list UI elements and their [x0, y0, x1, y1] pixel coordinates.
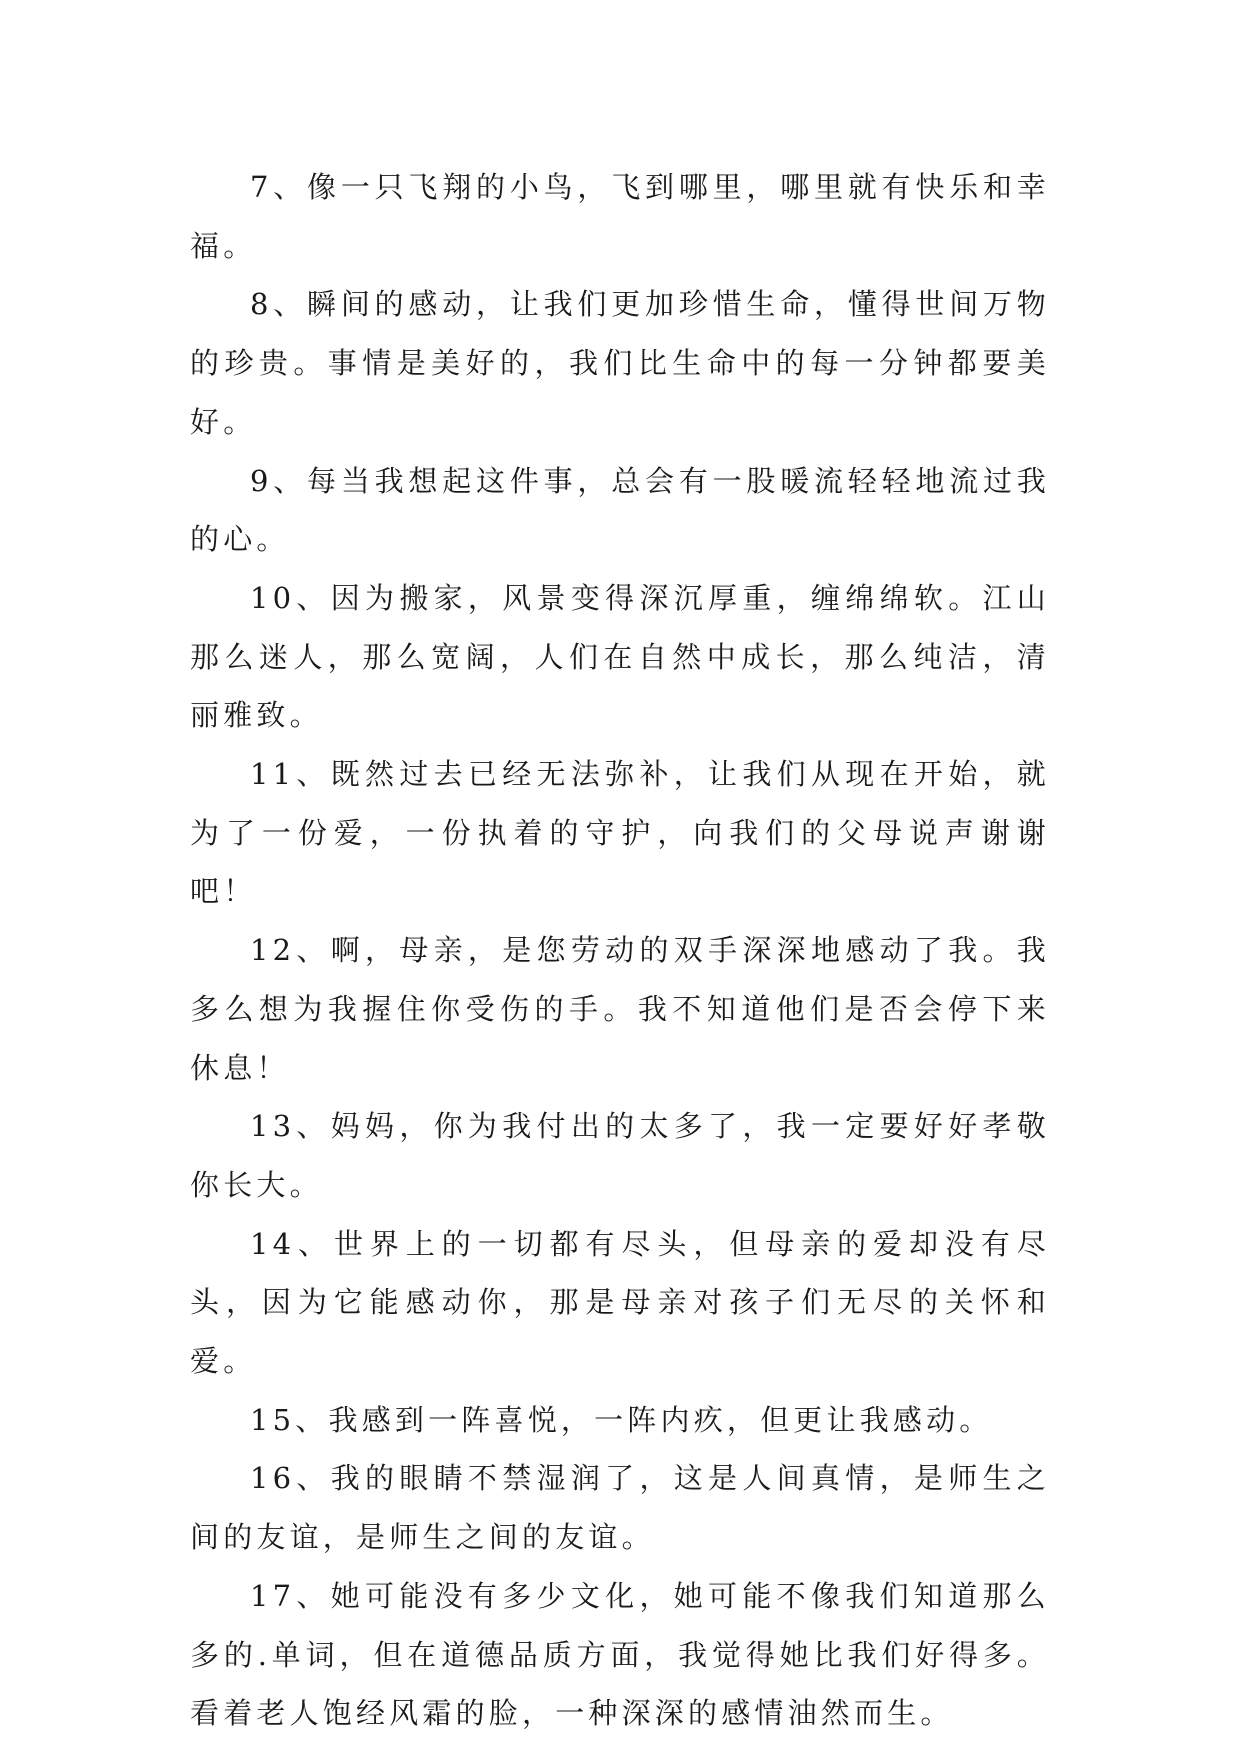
- paragraph-17: 17、她可能没有多少文化，她可能不像我们知道那么多的.单词，但在道德品质方面，我觉得她比我们好得多。看着老人饱经风霜的脸，一种深深的感情油然而生。: [190, 1578, 1050, 1731]
- paragraph-10: 10、因为搬家，风景变得深沉厚重，缠绵绵软。江山那么迷人，那么宽阔，人们在自然中成长，那么纯洁，清丽雅致。: [190, 580, 1050, 733]
- paragraph-9: 9、每当我想起这件事，总会有一股暖流轻轻地流过我的心。: [190, 463, 1050, 557]
- paragraph-14: 14、世界上的一切都有尽头，但母亲的爱却没有尽头，因为它能感动你，那是母亲对孩子们无尽的关怀和爱。: [190, 1226, 1050, 1379]
- paragraph-16: 16、我的眼睛不禁湿润了，这是人间真情，是师生之间的友谊，是师生之间的友谊。: [190, 1461, 1050, 1555]
- paragraph-12: 12、啊，母亲，是您劳动的双手深深地感动了我。我多么想为我握住你受伤的手。我不知道他们是否会停下来休息！: [190, 933, 1050, 1085]
- paragraph-8: 8、瞬间的感动，让我们更加珍惜生命，懂得世间万物的珍贵。事情是美好的，我们比生命中的每一分钟都要美好。: [190, 287, 1050, 439]
- paragraph-13: 13、妈妈，你为我付出的太多了，我一定要好好孝敬你长大。: [190, 1109, 1050, 1202]
- paragraph-7: 7、像一只飞翔的小鸟，飞到哪里，哪里就有快乐和幸福。: [190, 170, 1050, 263]
- document-body: [190, 158, 1050, 1743]
- paragraph-15: 15、我感到一阵喜悦，一阵内疚，但更让我感动。: [250, 1402, 993, 1437]
- paragraph-11: 11、既然过去已经无法弥补，让我们从现在开始，就为了一份爱，一份执着的守护，向我们的父母说声谢谢吧！: [190, 757, 1050, 909]
